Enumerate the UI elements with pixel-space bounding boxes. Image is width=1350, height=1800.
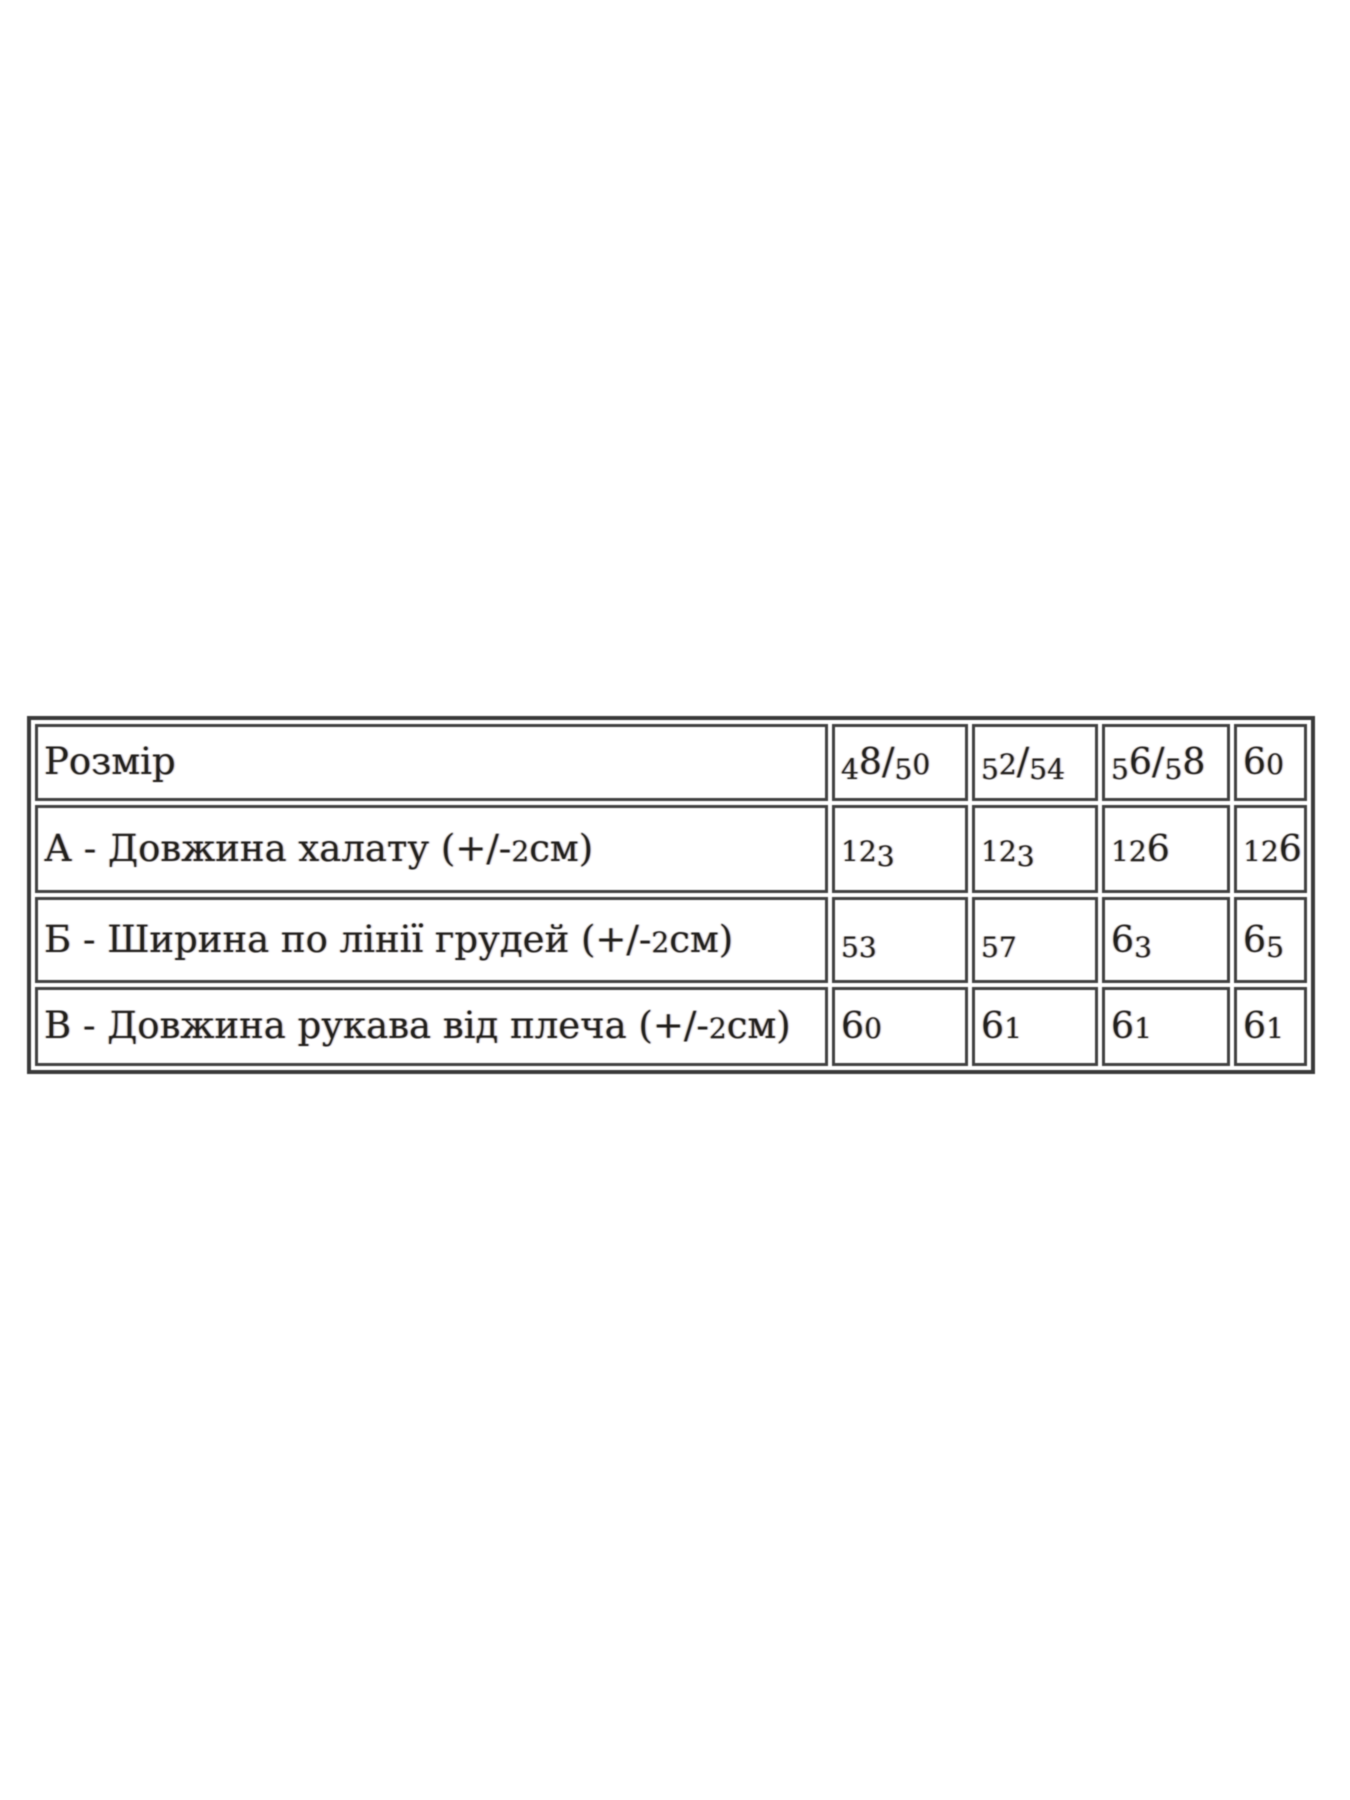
value-cell: 53 [832,897,968,983]
value-cell: 57 [972,897,1098,983]
header-cell-size-56-58: 56/58 [1102,724,1230,801]
size-chart-table [27,716,1315,1074]
header-row [35,724,1307,801]
value-cell: 61 [1234,987,1307,1066]
value-cell: 61 [972,987,1098,1066]
row-label-robe-length: А - Довжина халату (+/-2см) [35,805,828,893]
value-cell: 65 [1234,897,1307,983]
row-label-sleeve-length: В - Довжина рукава від плеча (+/-2см) [35,987,828,1066]
header-cell-size-60: 60 [1234,724,1307,801]
table-row-sleeve-length [35,987,1307,1066]
value-cell: 63 [1102,897,1230,983]
value-cell: 126 [1234,805,1307,893]
value-cell: 60 [832,987,968,1066]
header-cell-size-48-50: 48/50 [832,724,968,801]
row-label-chest-width: Б - Ширина по лінії грудей (+/-2см) [35,897,828,983]
table-row-robe-length [35,805,1307,893]
header-cell-size: Розмір [35,724,828,801]
value-cell: 61 [1102,987,1230,1066]
table-row-chest-width [35,897,1307,983]
value-cell: 123 [972,805,1098,893]
value-cell: 126 [1102,805,1230,893]
value-cell: 123 [832,805,968,893]
header-cell-size-52-54: 52/54 [972,724,1098,801]
